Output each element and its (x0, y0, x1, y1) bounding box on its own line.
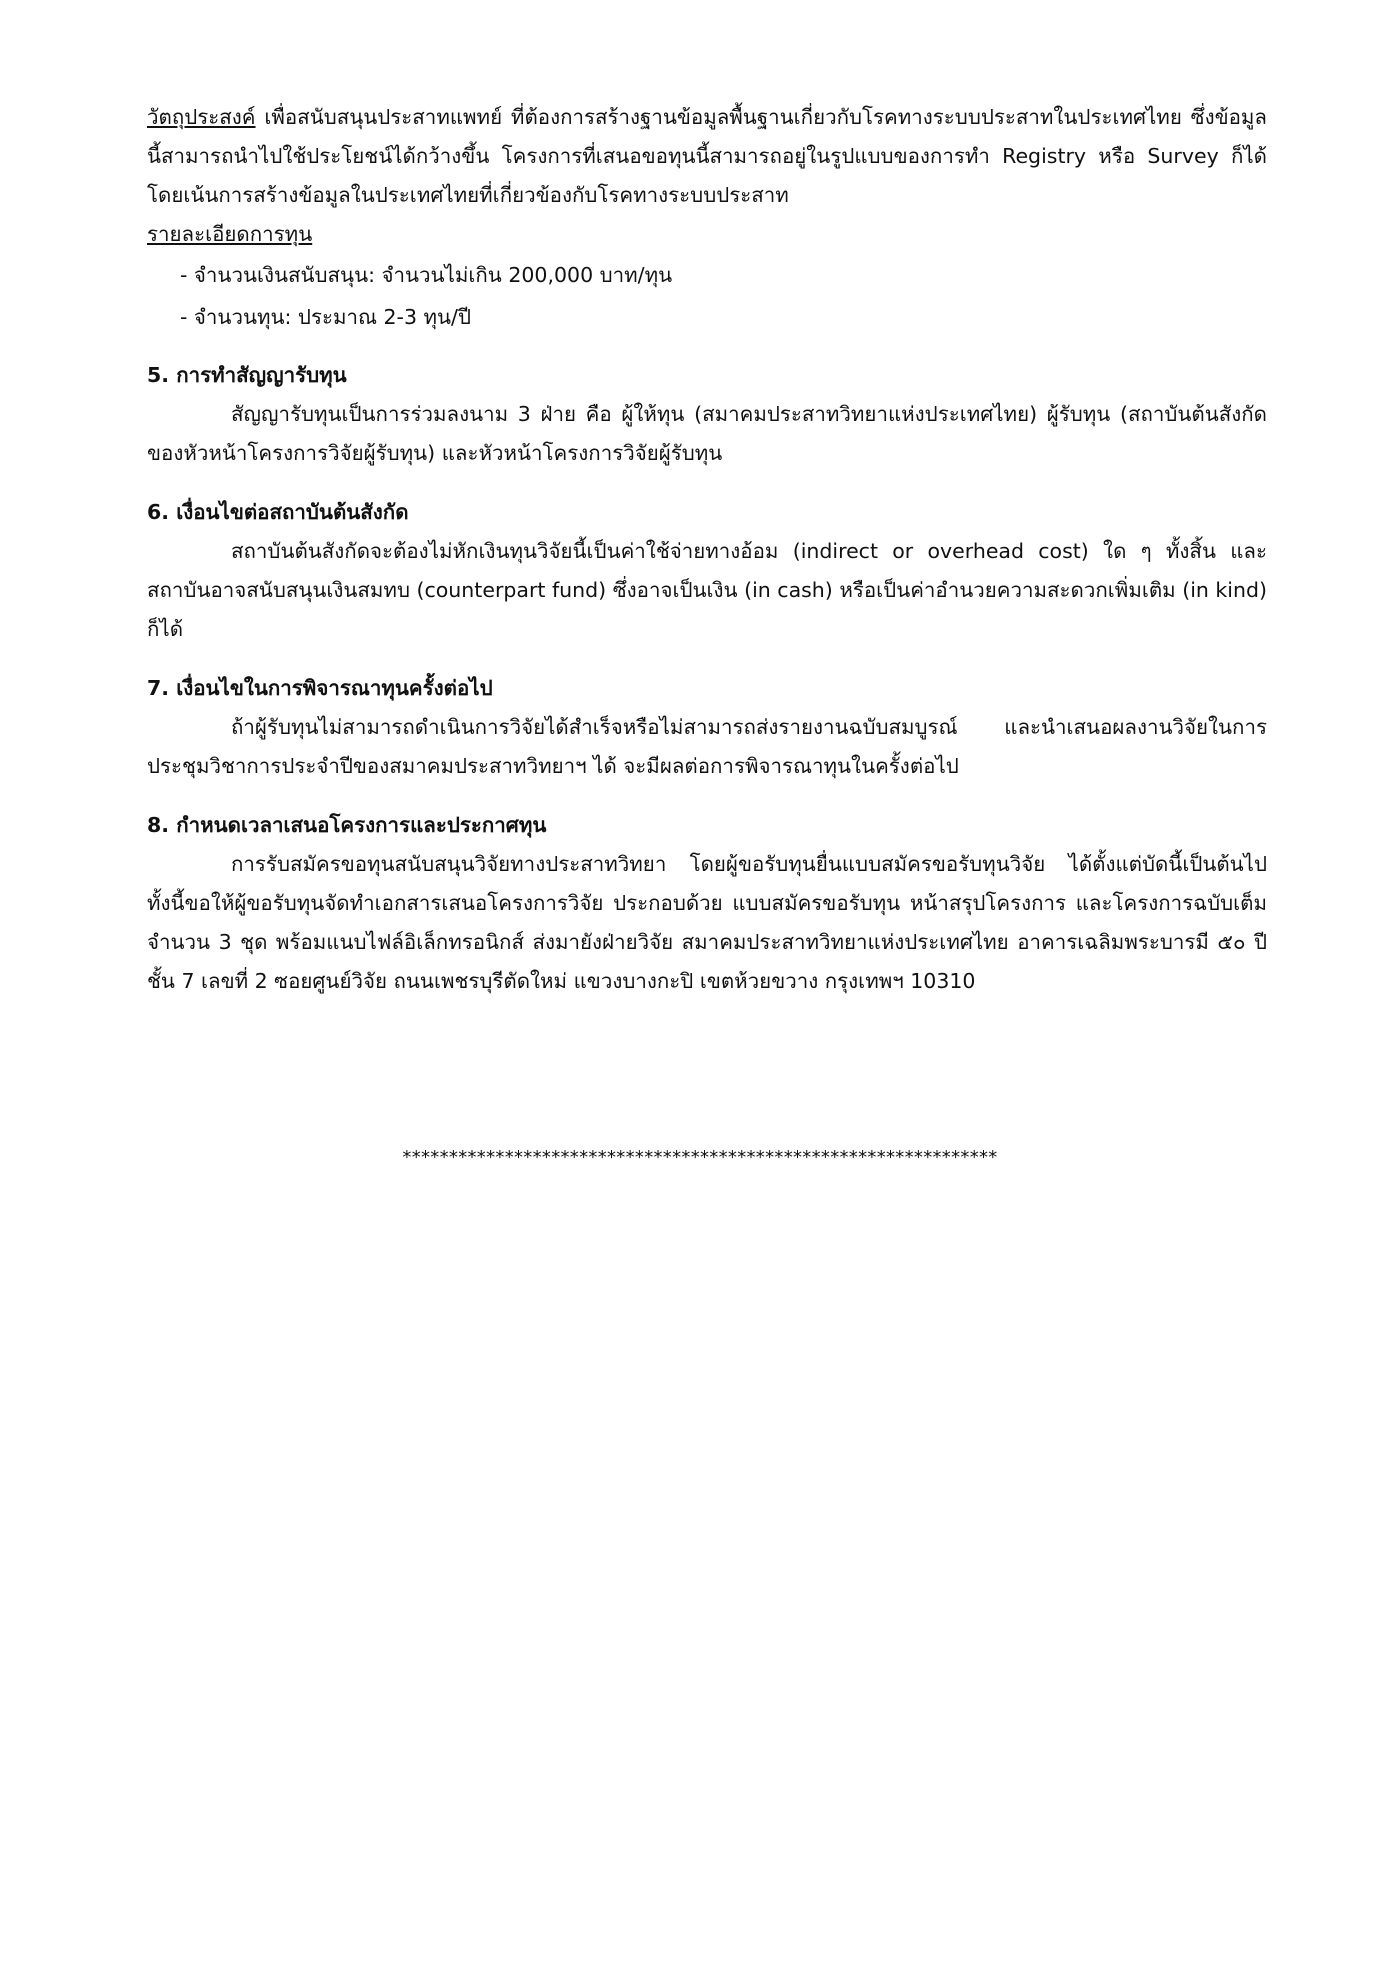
funding-amount-item: - จำนวนเงินสนับสนุน: จำนวนไม่เกิน 200,000 บาท/ทุน (180, 263, 673, 287)
end-divider: **************************************************************** (402, 1147, 998, 1168)
section-7-body: ถ้าผู้รับทุนไม่สามารถดำเนินการวิจัยได้สำเร็จหรือไม่สามารถส่งรายงานฉบับสมบูรณ์ และนำเสนอผลงานวิจัยในการประชุมวิชาการประจำปีของสมาคมประสาทวิทยาฯ ได้ จะมีผลต่อการพิจารณาทุนในครั้งต่อไป (147, 715, 1267, 778)
section-8-heading: 8. กำหนดเวลาเสนอโครงการและประกาศทุน (147, 813, 547, 837)
funding-details-label: รายละเอียดการทุน (147, 222, 313, 246)
objective-label: วัตถุประสงค์ (147, 105, 256, 129)
section-5-heading: 5. การทำสัญญารับทุน (147, 363, 347, 387)
objective-paragraph (147, 98, 1267, 215)
funding-details-list (147, 254, 1267, 338)
section-8-body: การรับสมัครขอทุนสนับสนุนวิจัยทางประสาทวิทยา โดยผู้ขอรับทุนยื่นแบบสมัครขอรับทุนวิจัย ได้ตั้งแต่บัดนี้เป็นต้นไป ทั้งนี้ขอให้ผู้ขอรับทุนจัดทำเอกสารเสนอโครงการวิจัย ประกอบด้วย แบบสมัครขอรับทุน หน้าสรุปโครงการ และโครงการฉบับเต็ม จำนวน 3 ชุด พร้อมแนบไฟล์อิเล็กทรอนิกส์ ส่งมายังฝ่ายวิจัย สมาคมประสาทวิทยาแห่งประเทศไทย อาคารเฉลิมพระบารมี ๕๐ ปี ชั้น 7 เลขที่ 2 ซอยศูนย์วิจัย ถนนเพชรบุรีตัดใหม่ แขวงบางกะปิ เขตห้วยขวาง กรุงเทพฯ 10310 (147, 852, 1267, 993)
funding-count-item: - จำนวนทุน: ประมาณ 2-3 ทุน/ปี (180, 305, 471, 329)
objective-text: เพื่อสนับสนุนประสาทแพทย์ ที่ต้องการสร้างฐานข้อมูลพื้นฐานเกี่ยวกับโรคทางระบบประสาทในประเทศไทย ซึ่งข้อมูลนี้สามารถนำไปใช้ประโยชน์ได้กว้างขึ้น โครงการที่เสนอขอทุนนี้สามารถอยู่ในรูปแบบของการทำ Registry หรือ Survey ก็ได้ โดยเน้นการสร้างข้อมูลในประเทศไทยที่เกี่ยวข้องกับโรคทางระบบประสาท (147, 105, 1267, 207)
section-6-body: สถาบันต้นสังกัดจะต้องไม่หักเงินทุนวิจัยนี้เป็นค่าใช้จ่ายทางอ้อม (indirect or overhead cost) ใด ๆ ทั้งสิ้น และสถาบันอาจสนับสนุนเงินสมทบ (counterpart fund) ซึ่งอาจเป็นเงิน (in cash) หรือเป็นค่าอำนวยความสะดวกเพิ่มเติม (in kind) ก็ได้ (147, 539, 1267, 641)
document-page (147, 98, 1267, 1001)
section-5-body: สัญญารับทุนเป็นการร่วมลงนาม 3 ฝ่าย คือ ผู้ให้ทุน (สมาคมประสาทวิทยาแห่งประเทศไทย) ผู้รับทุน (สถาบันต้นสังกัดของหัวหน้าโครงการวิจัยผู้รับทุน) และหัวหน้าโครงการวิจัยผู้รับทุน (147, 402, 1267, 465)
section-6-heading: 6. เงื่อนไขต่อสถาบันต้นสังกัด (147, 500, 409, 524)
section-7-heading: 7. เงื่อนไขในการพิจารณาทุนครั้งต่อไป (147, 676, 493, 700)
